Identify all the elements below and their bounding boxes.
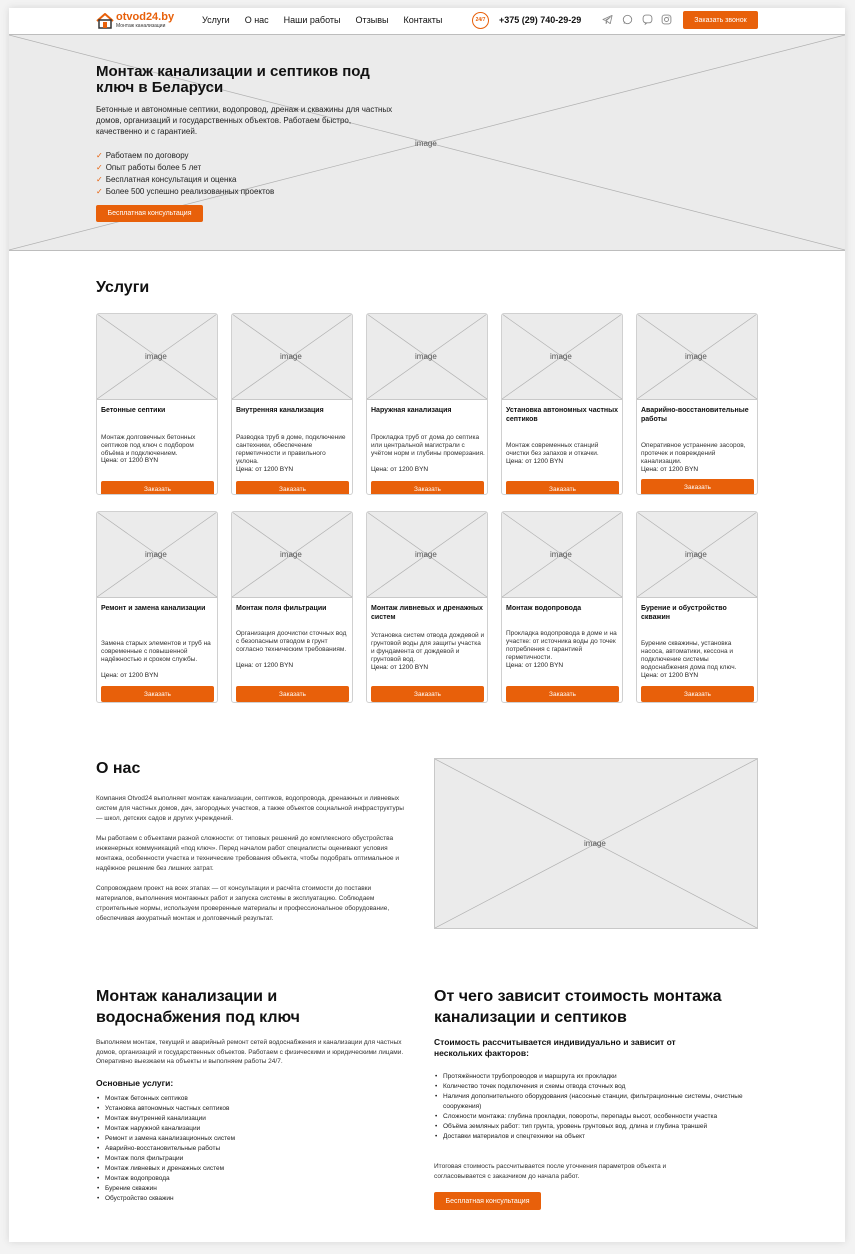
mount-subtitle: Основные услуги: (96, 1078, 174, 1088)
service-description: Прокладка труб от дома до септика или центральной магистрали с учётом норм и глубины промерзания. (371, 434, 485, 457)
service-card (501, 511, 623, 703)
service-title: Ремонт и замена канализации (101, 605, 206, 612)
service-description: Установка систем отвода дождевой и грунтовой воды для защиты участка и фундамента от дождевой и грунтовой вод. (371, 632, 485, 663)
about-paragraph: Компания Otvod24 выполняет монтаж канализации, септиков, водопровода, дренажных и ливневых систем для частных домов, дач, загородных участков, а также объектов социальной инфраструктуры — школ, детских садов и других учреждений. (96, 795, 404, 822)
nav-reviews[interactable]: Отзывы (355, 15, 389, 25)
logo-name: otvod24.by (116, 11, 175, 23)
service-image-label: image (145, 550, 167, 559)
service-image-label: image (415, 550, 437, 559)
about-paragraph: Сопровождаем проект на всех этапах — от консультации и расчёта стоимости до поставки материалов, выполнения монтажных работ и запуска системы в эксплуатацию. Соблюдаем строительные нормы, используем проверенные материалы и профессиональное оборудование, обеспечивая аккуратный монтаж и долговечный результат. (96, 885, 390, 922)
service-image-placeholder (367, 512, 487, 598)
service-description: Организация доочистки сточных вод с безопасным отводом в грунт согласно техническим требованиям. (236, 630, 347, 653)
mount-service-item: • Монтаж бетонных септиков (97, 1094, 235, 1104)
order-button[interactable]: Заказать (101, 686, 214, 702)
service-description: Бурение скважины, установка насоса, автоматики, кессона и подключение системы водоснабжения дома под ключ. (641, 640, 737, 671)
check-icon: ✓ (96, 175, 103, 184)
support-24-7-badge: 24/7 (472, 12, 489, 29)
nav-about[interactable]: О нас (244, 15, 269, 25)
service-image-placeholder (637, 512, 757, 598)
benefit-item: ✓ Более 500 успешно реализованных проектов (96, 187, 275, 196)
order-button[interactable]: Заказать (236, 481, 349, 495)
mount-service-item: • Обустройство скважин (97, 1194, 235, 1204)
mount-service-item: • Монтаж наружной канализации (97, 1124, 235, 1134)
free-consultation-button[interactable]: Бесплатная консультация (96, 205, 203, 222)
service-price: Цена: от 1200 BYN (236, 662, 294, 669)
service-image-label: image (280, 352, 302, 361)
cost-title: От чего зависит стоимость монтажа канализации и септиков (434, 988, 722, 1026)
service-description: Разводка труб в доме, подключение сантехники, обеспечение герметичности и правильного уклона. (236, 434, 346, 465)
mount-service-item: • Ремонт и замена канализационных систем (97, 1134, 235, 1144)
service-card (231, 511, 353, 703)
mount-service-item: • Монтаж ливневых и дренажных систем (97, 1164, 235, 1174)
hero-section (9, 34, 845, 251)
nav-services[interactable]: Услуги (202, 15, 230, 25)
service-description: Монтаж долговечных бетонных септиков под ключ с подбором объёма и подключением. (101, 434, 196, 457)
service-price: Цена: от 1200 BYN (641, 672, 699, 679)
service-image-label: image (685, 352, 707, 361)
service-card (231, 313, 353, 495)
mount-service-item: • Бурение скважин (97, 1184, 235, 1194)
mount-service-item: • Аварийно-восстановительные работы (97, 1144, 235, 1154)
order-button[interactable]: Заказать (236, 686, 349, 702)
service-image-placeholder (502, 512, 622, 598)
mount-service-item: • Монтаж водопровода (97, 1174, 235, 1184)
service-card (636, 511, 758, 703)
service-price: Цена: от 1200 BYN (641, 466, 699, 473)
benefit-item: ✓ Работаем по договору (96, 151, 189, 160)
hero-title: Монтаж канализации и септиков под ключ в Беларуси (96, 63, 370, 96)
logo-subtitle: Монтаж канализации (116, 23, 166, 29)
order-button[interactable]: Заказать (371, 481, 484, 495)
nav-works[interactable]: Наши работы (283, 15, 341, 25)
about-image-label: image (584, 839, 606, 848)
service-price: Цена: от 1200 BYN (101, 457, 159, 464)
service-title: Наружная канализация (371, 407, 452, 414)
benefit-item: ✓ Бесплатная консультация и оценка (96, 175, 237, 184)
cost-consultation-button[interactable]: Бесплатная консультация (434, 1192, 541, 1210)
order-button[interactable]: Заказать (641, 479, 754, 495)
phone-number[interactable]: +375 (29) 740-29-29 (499, 15, 582, 25)
service-title: Аварийно-восстановительные работы (641, 407, 749, 423)
check-icon: ✓ (96, 151, 103, 160)
service-card (501, 313, 623, 495)
hero-image-label: image (415, 139, 437, 148)
mount-service-item: • Монтаж внутренней канализации (97, 1114, 235, 1124)
service-card (96, 511, 218, 703)
service-card (636, 313, 758, 495)
service-image-label: image (280, 550, 302, 559)
instagram-icon[interactable] (661, 14, 672, 25)
about-paragraph: Мы работаем с объектами разной сложности: от типовых решений до комплексного обустройства инженерных коммуникаций «под ключ». Перед началом работ специалисты оценивают условия монтажа, особенности участка и технические требования объекта, чтобы подобрать оптимальное и надёжное решение без лишних затрат. (96, 835, 399, 872)
service-price: Цена: от 1200 BYN (506, 458, 564, 465)
service-image-label: image (415, 352, 437, 361)
service-title: Бетонные септики (101, 407, 166, 414)
service-description: Замена старых элементов и труб на современные с повышенной надёжностью и сроком службы. (101, 640, 211, 663)
service-title: Внутренняя канализация (236, 407, 324, 414)
service-image-label: image (550, 550, 572, 559)
mount-service-item: • Монтаж поля фильтрации (97, 1154, 235, 1164)
cost-factor-item: • Количество точек подключения и схемы отвода сточных вод (435, 1082, 755, 1092)
service-image-placeholder (367, 314, 487, 400)
whatsapp-icon[interactable] (622, 14, 633, 25)
service-title: Бурение и обустройство скважин (641, 605, 727, 621)
service-image-placeholder (502, 314, 622, 400)
mount-title: Монтаж канализации и водоснабжения под ключ (96, 988, 300, 1026)
service-image-placeholder (232, 314, 352, 400)
cost-factor-item: • Протяжённости трубопроводов и маршрута их прокладки (435, 1072, 755, 1082)
service-image-placeholder (97, 512, 217, 598)
house-logo-icon (96, 13, 114, 29)
check-icon: ✓ (96, 163, 103, 172)
benefit-item: ✓ Опыт работы более 5 лет (96, 163, 202, 172)
order-call-button[interactable]: Заказать звонок (683, 11, 758, 29)
cost-factor-item: • Доставки материалов и спецтехники на объект (435, 1132, 755, 1142)
service-title: Монтаж водопровода (506, 605, 582, 612)
service-image-label: image (550, 352, 572, 361)
about-image-placeholder (434, 758, 758, 929)
hero-benefits (96, 150, 274, 198)
service-description: Прокладка водопровода в доме и на участке: от источника воды до точек потребления с гарантией герметичности. (506, 630, 617, 661)
order-button[interactable]: Заказать (101, 481, 214, 495)
viber-icon[interactable] (642, 14, 653, 25)
service-price: Цена: от 1200 BYN (506, 662, 564, 669)
order-button[interactable]: Заказать (506, 686, 619, 702)
hero-subtitle: Бетонные и автономные септики, водопровод, дренаж и скважины для частных домов, организаций и государственных объектов. Работаем быстро, качественно и с гарантией. (96, 105, 393, 136)
service-image-placeholder (97, 314, 217, 400)
service-image-placeholder (232, 512, 352, 598)
order-button[interactable]: Заказать (371, 686, 484, 702)
service-description: Монтаж современных станций очистки без запахов и откачки. (506, 442, 599, 457)
order-button[interactable]: Заказать (641, 686, 754, 702)
nav-contacts[interactable]: Контакты (403, 15, 443, 25)
cost-factors-list (435, 1072, 755, 1142)
service-price: Цена: от 1200 BYN (371, 664, 429, 671)
service-title: Установка автономных частных септиков (506, 407, 619, 423)
service-price: Цена: от 1200 BYN (371, 466, 429, 473)
check-icon: ✓ (96, 187, 103, 196)
service-title: Монтаж поля фильтрации (236, 605, 327, 612)
service-price: Цена: от 1200 BYN (101, 672, 159, 679)
service-description: Оперативное устранение засоров, протечек и повреждений канализации. (641, 442, 746, 465)
service-image-label: image (685, 550, 707, 559)
services-title: Услуги (96, 279, 150, 296)
mount-service-item: • Установка автономных частных септиков (97, 1104, 235, 1114)
main-nav (202, 15, 457, 25)
service-price: Цена: от 1200 BYN (236, 466, 294, 473)
service-card (366, 313, 488, 495)
service-card (366, 511, 488, 703)
service-title: Монтаж ливневых и дренажных систем (371, 605, 483, 621)
mount-text: Выполняем монтаж, текущий и аварийный ремонт сетей водоснабжения и канализации для частных домов, организаций и государственных объектов. Работаем с физическими и юридическими лицами. Оперативно выезжаем на объекты и выполняем работы 24/7. (96, 1039, 404, 1065)
cost-factor-item: • Объёма земляных работ: тип грунта, уровень грунтовых вод, длина и глубина траншей (435, 1122, 755, 1132)
about-title: О нас (96, 760, 141, 777)
telegram-icon[interactable] (602, 14, 613, 25)
order-button[interactable]: Заказать (506, 481, 619, 495)
mount-services-list (97, 1094, 235, 1204)
service-image-label: image (145, 352, 167, 361)
header (9, 8, 845, 34)
cost-factor-item: • Наличия дополнительного оборудования (насосные станции, фильтрационные системы, очистные сооружения) (435, 1092, 755, 1112)
page (9, 8, 845, 1242)
service-card (96, 313, 218, 495)
cost-note: Итоговая стоимость рассчитывается после уточнения параметров объекта и согласовывается с заказчиком до начала работ. (434, 1163, 667, 1180)
service-image-placeholder (637, 314, 757, 400)
cost-subtitle: Стоимость рассчитывается индивидуально и зависит от нескольких факторов: (434, 1037, 676, 1058)
cost-factor-item: • Сложности монтажа: глубина прокладки, повороты, перепады высот, особенности участка (435, 1112, 755, 1122)
logo[interactable] (96, 11, 176, 31)
